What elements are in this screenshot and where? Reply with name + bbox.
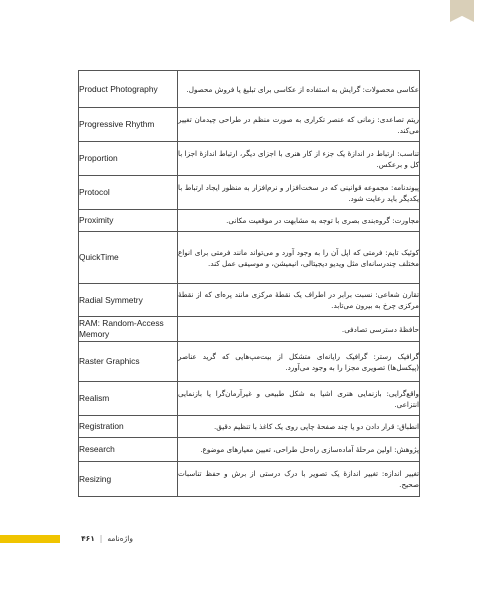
glossary-row xyxy=(79,108,420,142)
term-definition-fa: واقع‌گرایی: بازنمایی هنری اشیا به شکل طبیعی و غیرآرمان‌گرا یا بازنمایی انتزاعی. xyxy=(178,382,420,416)
term-definition-fa: حافظهٔ دسترسی تصادفی. xyxy=(178,317,420,342)
term-definition-fa: مجاورت: گروه‌بندی بصری با توجه به مشابهت در موقعیت مکانی. xyxy=(178,210,420,232)
glossary-row xyxy=(79,342,420,382)
term-en: Raster Graphics xyxy=(79,342,178,382)
term-definition-fa: کوئیک تایم: فرمتی که اپل آن را به وجود آورد و می‌تواند مانند فرمتی برای انواع مختلف چندرسانه‌ای مثل ویدیو دیجیتالی، انیمیشن، و موسیقی عمل کند. xyxy=(178,232,420,284)
glossary-row xyxy=(79,142,420,176)
footer-section-label: واژه‌نامه xyxy=(107,533,133,543)
glossary-row xyxy=(79,438,420,462)
term-definition-fa: انطباق: قرار دادن دو یا چند صفحهٔ چاپی روی یک کاغذ با تنظیم دقیق. xyxy=(178,416,420,438)
term-en: Registration xyxy=(79,416,178,438)
glossary-row xyxy=(79,416,420,438)
glossary-row xyxy=(79,176,420,210)
glossary-row xyxy=(79,284,420,317)
glossary-row xyxy=(79,382,420,416)
page-number: ۴۶۱ xyxy=(81,533,95,543)
term-en: Proportion xyxy=(79,142,178,176)
term-definition-fa: تغییر اندازه: تغییر اندازهٔ یک تصویر با درک درستی از برش و حفظ تناسبات صحیح. xyxy=(178,462,420,497)
term-definition-fa: پیوندنامه: مجموعه قوانینی که در سخت‌افزار و نرم‌افزار به منظور ایجاد ارتباط با یکدیگر باید رعایت شود. xyxy=(178,176,420,210)
glossary-table xyxy=(78,70,420,497)
term-en: Realism xyxy=(79,382,178,416)
term-definition-fa: ریتم تصاعدی: زمانی که عنصر تکراری به صورت منظم در طراحی چیدمان تغییر می‌کند. xyxy=(178,108,420,142)
term-definition-fa: گرافیک رستر: گرافیک رایانه‌ای متشکل از بیت‌مپ‌هایی که گرید عناصر (پیکسل‌ها) تصویری مجزا را به وجود می‌آورد. xyxy=(178,342,420,382)
term-definition-fa: عکاسی محصولات: گرایش به استفاده از عکاسی برای تبلیغ یا فروش محصول. xyxy=(178,71,420,108)
term-definition-fa: تقارن شعاعی: نسبت برابر در اطراف یک نقطهٔ مرکزی مانند پره‌ای که از نقطهٔ مرکزی چرخ به بیرون می‌تابد. xyxy=(178,284,420,317)
term-en: RAM: Random-Access Memory xyxy=(79,317,178,342)
term-en: Proximity xyxy=(79,210,178,232)
term-en: Product Photography xyxy=(79,71,178,108)
glossary-row xyxy=(79,210,420,232)
glossary-row xyxy=(79,317,420,342)
page-footer xyxy=(60,530,136,546)
term-en: Progressive Rhythm xyxy=(79,108,178,142)
glossary-row xyxy=(79,71,420,108)
term-en: Radial Symmetry xyxy=(79,284,178,317)
term-en: Resizing xyxy=(79,462,178,497)
glossary-row xyxy=(79,462,420,497)
term-en: QuickTime xyxy=(79,232,178,284)
term-en: Protocol xyxy=(79,176,178,210)
term-definition-fa: پژوهش: اولین مرحلهٔ آماده‌سازی راه‌حل طراحی، تعیین معیارهای موضوع. xyxy=(178,438,420,462)
glossary-row xyxy=(79,232,420,284)
footer-separator: | xyxy=(99,533,103,543)
term-definition-fa: تناسب: ارتباط در اندازهٔ یک جزء از کار هنری با اجزای دیگر، ارتباط اندازهٔ اجزا با کل و برعکس. xyxy=(178,142,420,176)
bookmark-ribbon xyxy=(450,0,474,22)
term-en: Research xyxy=(79,438,178,462)
